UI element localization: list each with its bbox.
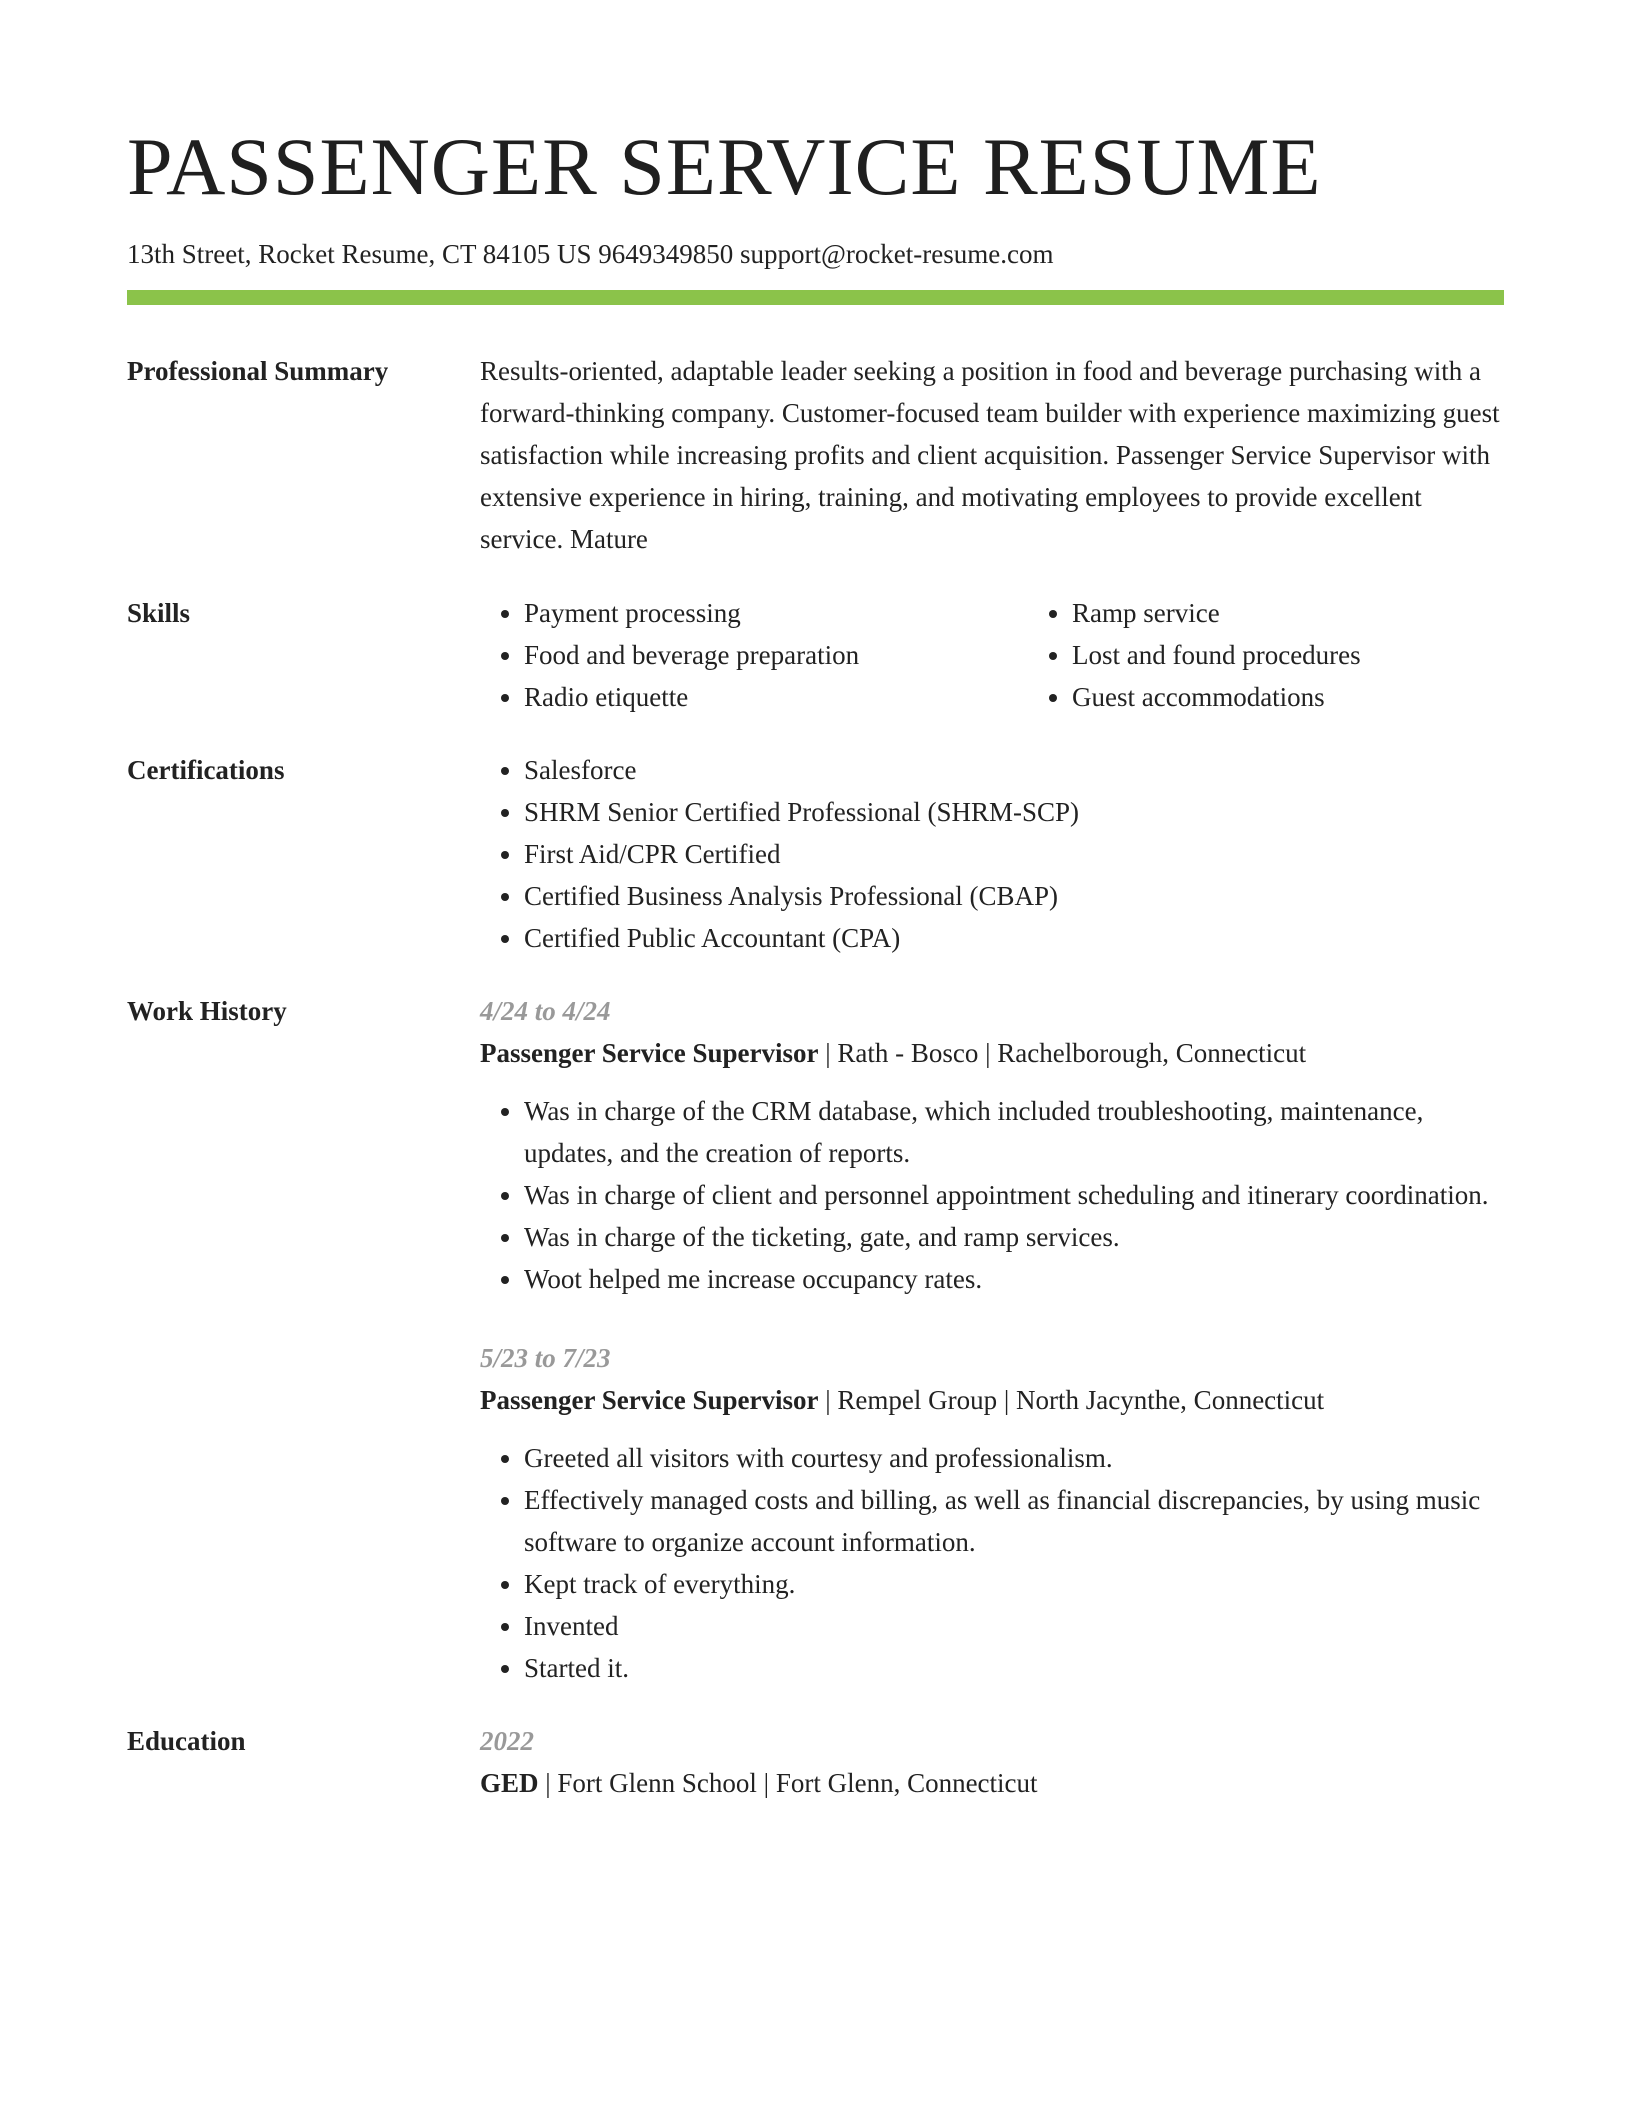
education-year: 2022	[480, 1726, 534, 1757]
certification-item: • Certified Public Accountant (CPA)	[524, 917, 1505, 959]
skill-item: • Payment processing	[524, 592, 1028, 634]
job-bullet: • Started it.	[524, 1647, 1505, 1689]
section-skills	[127, 592, 1505, 718]
skill-item: • Lost and found procedures	[1072, 634, 1576, 676]
accent-divider	[127, 290, 1504, 305]
contact-line: 13th Street, Rocket Resume, CT 84105 US 9649349850 support@rocket-resume.com	[127, 239, 1054, 269]
job-bullet: • Was in charge of client and personnel appointment scheduling and itinerary coordination.	[524, 1174, 1505, 1216]
job-entry	[480, 1337, 1505, 1689]
skill-item: • Guest accommodations	[1072, 676, 1576, 718]
certification-item: • First Aid/CPR Certified	[524, 833, 1505, 875]
education-degree: GED	[480, 1768, 539, 1799]
job-heading	[480, 1379, 1505, 1421]
job-details: | Rempel Group | North Jacynthe, Connecticut	[818, 1385, 1325, 1416]
job-bullet: • Effectively managed costs and billing, as well as financial discrepancies, by using music software to organize account information.	[524, 1479, 1505, 1563]
job-bullet: • Greeted all visitors with courtesy and professionalism.	[524, 1437, 1505, 1479]
skills-list-right	[1028, 592, 1576, 718]
education-heading	[480, 1762, 1505, 1804]
job-bullets	[480, 1437, 1505, 1689]
resume-title: PASSENGER SERVICE RESUME	[127, 121, 1322, 212]
section-label: Education	[127, 1726, 246, 1757]
skills-list-left	[480, 592, 1028, 718]
section-label: Skills	[127, 598, 191, 629]
job-title: Passenger Service Supervisor	[480, 1038, 819, 1069]
job-bullet: • Was in charge of the CRM database, which included troubleshooting, maintenance, updates, and the creation of reports.	[524, 1090, 1505, 1174]
job-bullet: • Woot helped me increase occupancy rates.	[524, 1258, 1505, 1300]
job-dates: 4/24 to 4/24	[480, 996, 611, 1027]
section-education	[127, 1720, 1505, 1804]
job-entry	[480, 990, 1505, 1300]
job-heading	[480, 1032, 1505, 1074]
job-dates: 5/23 to 7/23	[480, 1343, 611, 1374]
job-title: Passenger Service Supervisor	[480, 1385, 819, 1416]
section-label: Work History	[127, 996, 287, 1027]
certification-item: • Salesforce	[524, 749, 1505, 791]
job-bullets	[480, 1090, 1505, 1300]
job-details: | Rath - Bosco | Rachelborough, Connecticut	[818, 1038, 1307, 1069]
skill-item: • Ramp service	[1072, 592, 1576, 634]
section-certifications	[127, 749, 1505, 959]
section-label: Certifications	[127, 755, 285, 786]
job-bullet: • Invented	[524, 1605, 1505, 1647]
section-work-history	[127, 990, 1505, 1689]
job-bullet: • Kept track of everything.	[524, 1563, 1505, 1605]
skills-columns	[480, 592, 1576, 718]
skill-item: • Radio etiquette	[524, 676, 1028, 718]
certification-item: • Certified Business Analysis Professional (CBAP)	[524, 875, 1505, 917]
summary-text: Results-oriented, adaptable leader seeking a position in food and beverage purchasing with a forward-thinking company. Customer-focused team builder with experience maximizing guest satisfaction while increasing profits and client acquisition. Passenger Service Supervisor with extensive experience in hiring, training, and motivating employees to provide excellent service. Mature	[480, 356, 1500, 555]
education-details: | Fort Glenn School | Fort Glenn, Connecticut	[538, 1768, 1038, 1799]
certification-item: • SHRM Senior Certified Professional (SHRM-SCP)	[524, 791, 1505, 833]
section-label: Professional Summary	[127, 356, 389, 387]
skill-item: • Food and beverage preparation	[524, 634, 1028, 676]
certifications-list	[480, 749, 1505, 959]
job-bullet: • Was in charge of the ticketing, gate, and ramp services.	[524, 1216, 1505, 1258]
section-professional-summary	[127, 350, 1505, 560]
